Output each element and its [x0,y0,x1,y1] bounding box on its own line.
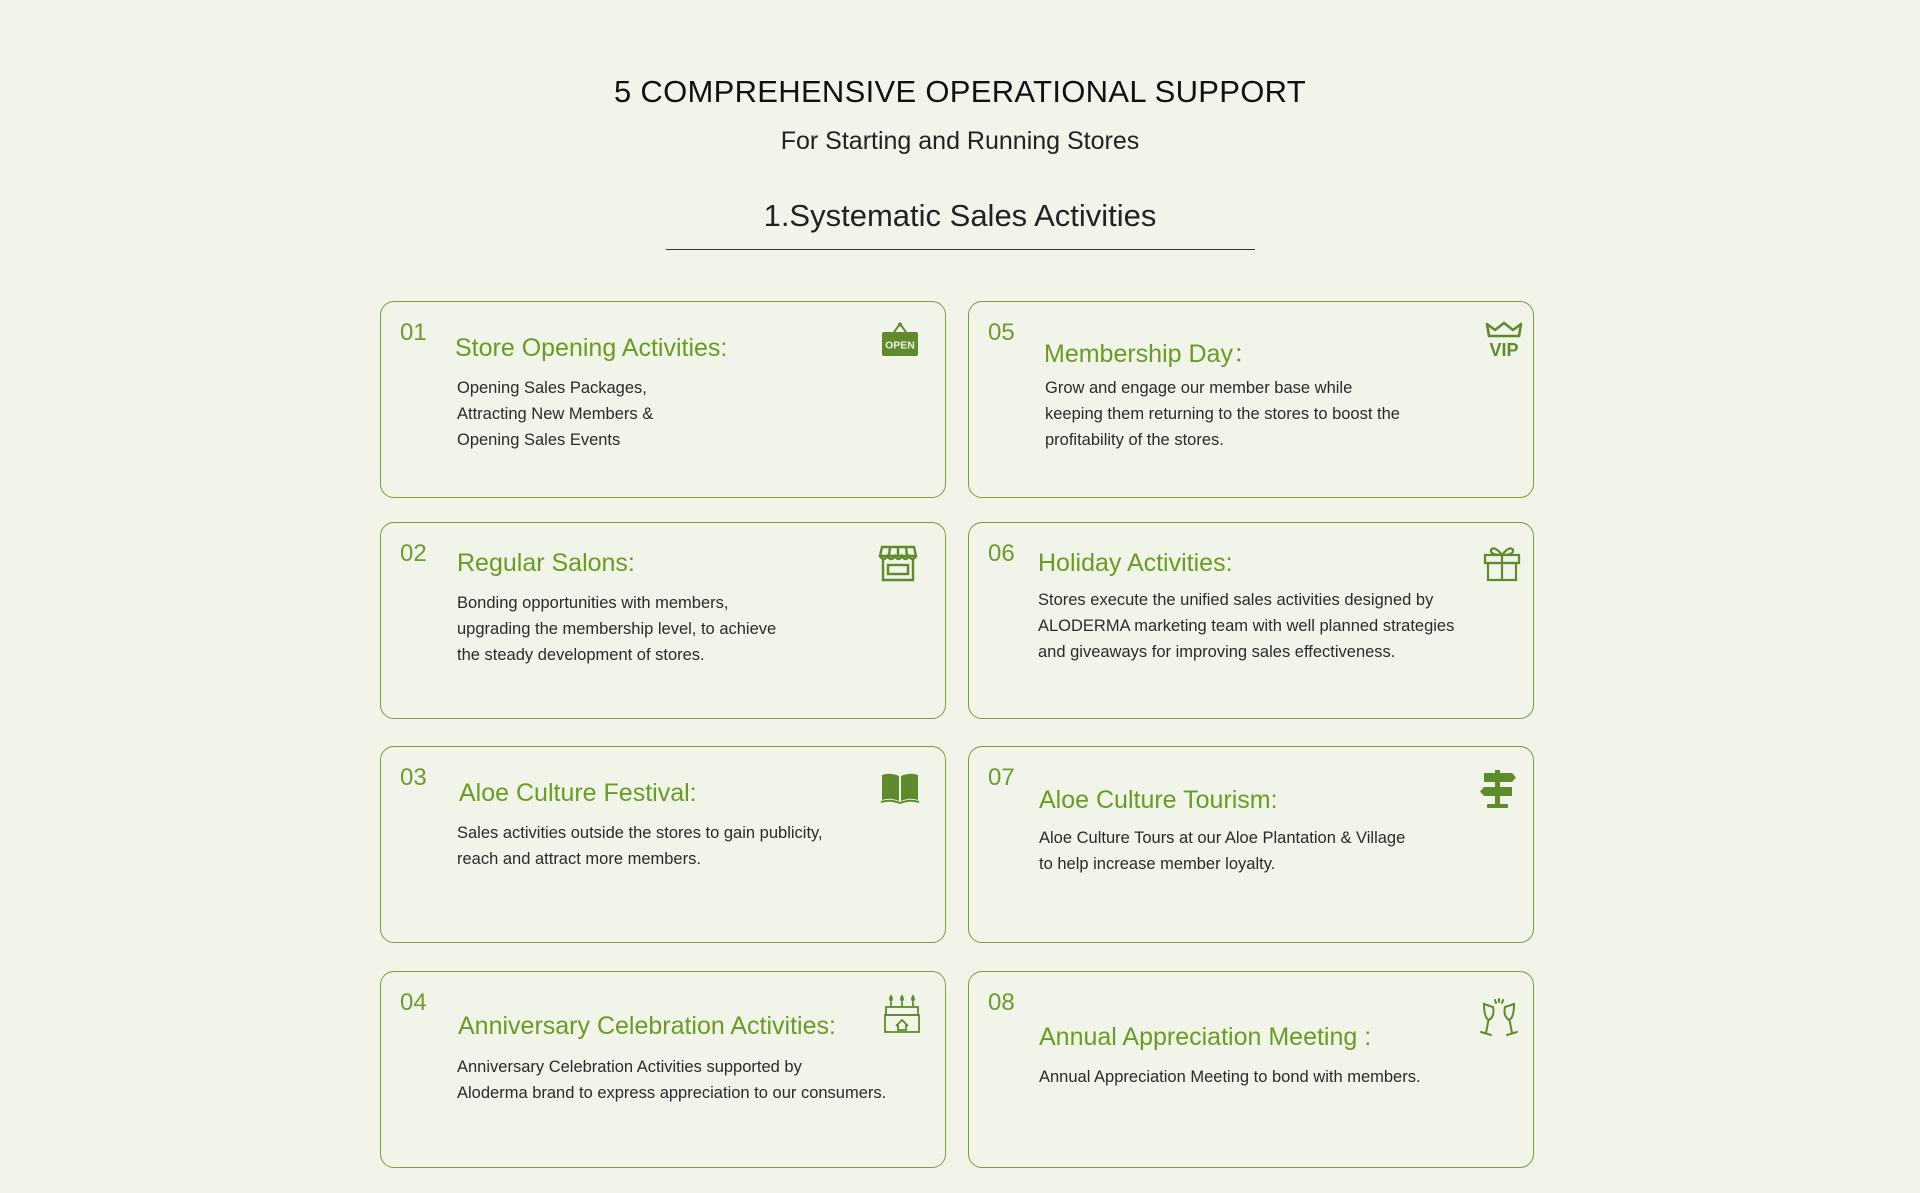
vip-label: VIP [1489,340,1519,360]
card-title: Aloe Culture Festival: [459,779,697,807]
page-subtitle: For Starting and Running Stores [780,127,1140,155]
card-number: 04 [400,989,427,1016]
champagne-glasses-icon [1479,998,1519,1038]
card-store-opening [380,301,946,498]
card-number: 06 [988,540,1015,567]
signpost-icon [1478,769,1518,809]
card-number: 05 [988,319,1015,346]
card-description: Annual Appreciation Meeting to bond with members. [1039,1068,1421,1086]
card-title: Anniversary Celebration Activities: [458,1012,836,1040]
card-anniversary-celebration [380,971,946,1168]
card-description: Stores execute the unified sales activities designed by ALODERMA marketing team with well planned strategies and giveaways for improving sales effectiveness. [1038,591,1455,661]
card-title: Aloe Culture Tourism: [1039,786,1278,814]
card-description: Anniversary Celebration Activities supported by Aloderma brand to express appreciation to our consumers. [457,1058,887,1102]
gift-icon [1482,543,1522,583]
card-aloe-culture-tourism [968,746,1534,943]
card-title: Membership Day： [1044,340,1258,368]
book-icon [880,767,920,807]
card-description: Opening Sales Packages, Attracting New Members & Opening Sales Events [457,379,654,449]
section-divider [666,249,1255,250]
section-title: 1.Systematic Sales Activities [763,198,1157,233]
card-description: Grow and engage our member base while keeping them returning to the stores to boost the profitability of the stores. [1045,379,1400,449]
card-title: Regular Salons: [457,549,635,577]
card-annual-appreciation [968,971,1534,1168]
card-title: Annual Appreciation Meeting : [1039,1023,1372,1051]
card-number: 03 [400,764,427,791]
card-membership-day [968,301,1534,498]
cake-icon [882,994,922,1034]
card-description: Aloe Culture Tours at our Aloe Plantation & Village to help increase member loyalty. [1039,829,1406,873]
svg-text:OPEN: OPEN [885,339,915,352]
vip-crown-icon [1484,320,1524,360]
card-number: 02 [400,540,427,567]
card-title: Holiday Activities: [1038,549,1233,577]
storefront-icon [878,543,918,583]
card-regular-salons [380,522,946,719]
card-description: Sales activities outside the stores to gain publicity, reach and attract more members. [457,824,823,868]
card-description: Bonding opportunities with members, upgrading the membership level, to achieve the steady development of stores. [457,594,777,664]
card-number: 07 [988,764,1015,791]
page-title: 5 COMPREHENSIVE OPERATIONAL SUPPORT [613,74,1307,109]
card-number: 01 [400,319,427,346]
card-number: 08 [988,989,1015,1016]
card-holiday-activities [968,522,1534,719]
card-aloe-culture-festival [380,746,946,943]
open-sign-icon [880,320,920,360]
card-title: Store Opening Activities: [455,334,728,362]
